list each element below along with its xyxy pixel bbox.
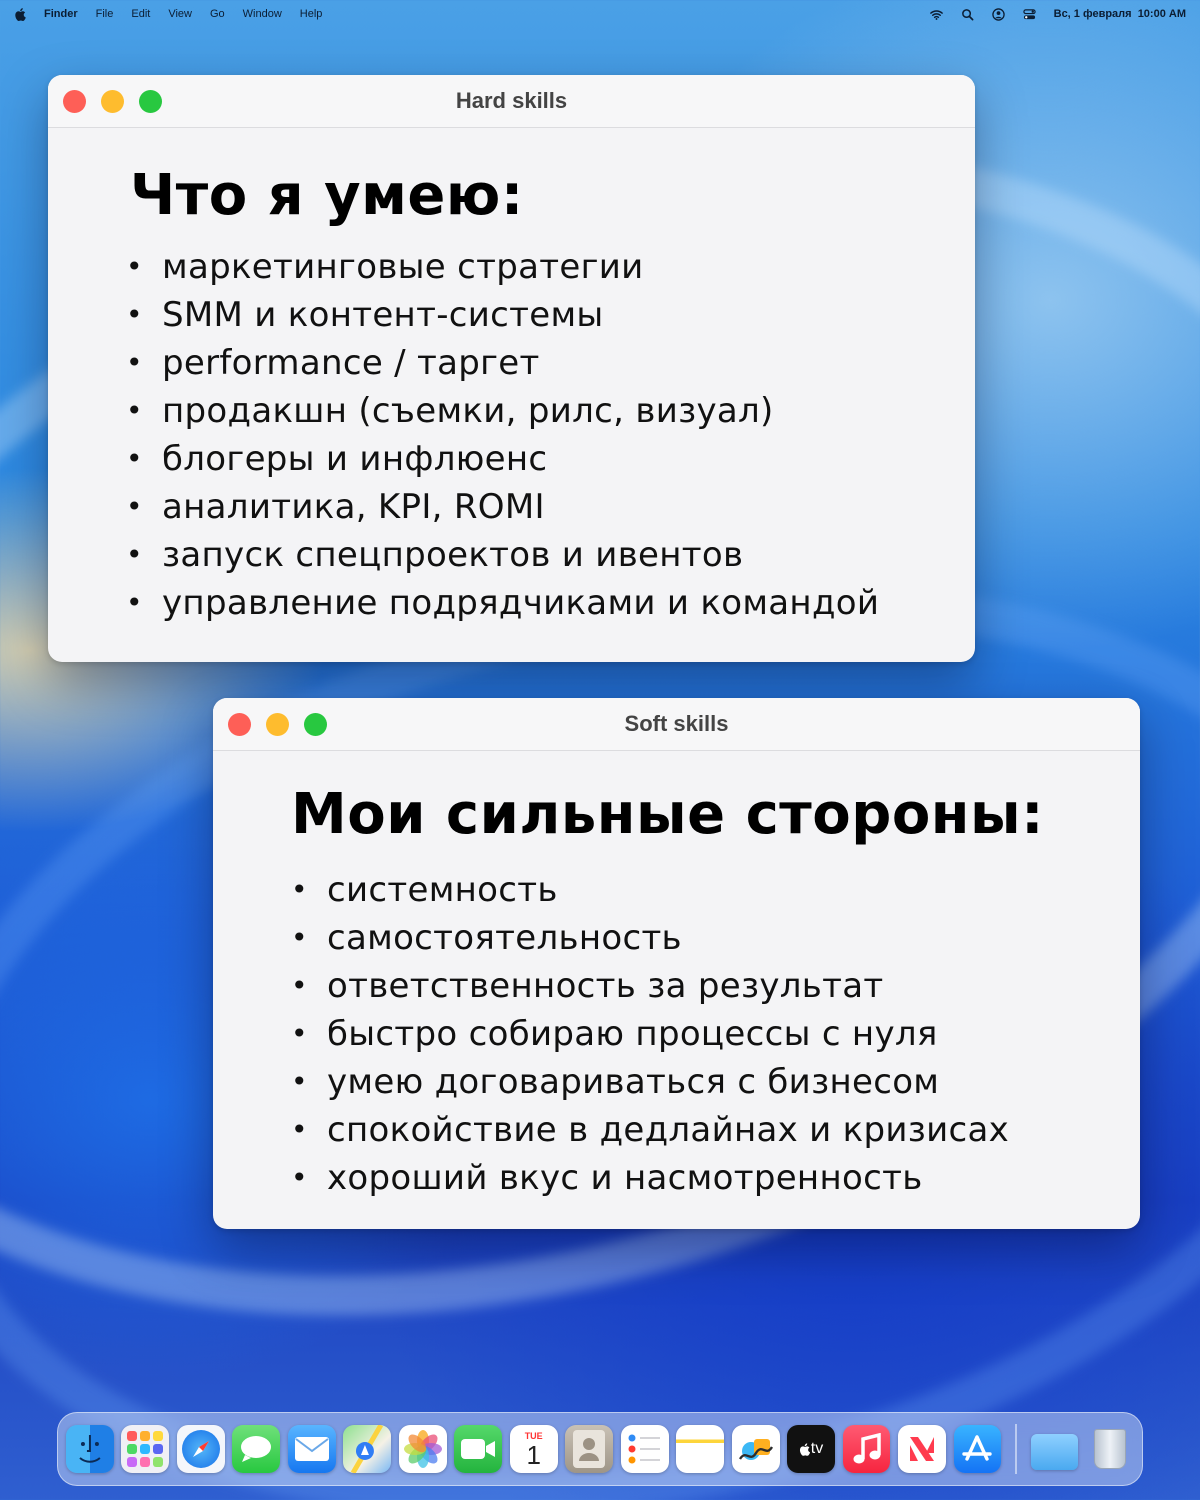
calendar-month: TUE [524,1431,543,1441]
contacts-icon[interactable] [565,1425,613,1473]
soft-skills-list [291,866,1009,1202]
zoom-button[interactable] [139,90,162,113]
list-item: • performance / таргет [126,339,879,387]
window-titlebar[interactable] [48,75,975,128]
app-store-icon[interactable] [954,1425,1002,1473]
calendar-day: 1 [526,1440,541,1470]
dock [57,1412,1143,1486]
notes-icon[interactable] [676,1425,724,1473]
menu-window[interactable]: Window [242,8,282,20]
trash-icon[interactable] [1086,1425,1134,1473]
menu-file[interactable]: File [95,8,114,20]
control-center-icon[interactable] [1023,8,1036,21]
search-icon[interactable] [961,8,974,21]
list-item: • спокойствие в дедлайнах и кризисах [291,1106,1009,1154]
hard-skills-heading: Что я умею: [130,163,524,228]
user-switch-icon[interactable] [992,8,1005,21]
downloads-folder-icon[interactable] [1031,1434,1079,1470]
wifi-icon[interactable] [930,8,943,21]
menu-bar [0,0,1200,28]
tv-label: tv [810,1440,824,1457]
close-button[interactable] [228,713,251,736]
list-item: • аналитика, KPI, ROMI [126,483,879,531]
minimize-button[interactable] [266,713,289,736]
list-item: • самостоятельность [291,914,1009,962]
menu-app-finder[interactable]: Finder [44,8,78,20]
list-item: • блогеры и инфлюенс [126,435,879,483]
list-item: • управление подрядчиками и командой [126,579,879,627]
list-item: • запуск спецпроектов и ивентов [126,531,879,579]
zoom-button[interactable] [304,713,327,736]
photos-icon[interactable] [399,1425,447,1473]
maps-icon[interactable] [343,1425,391,1473]
list-item: • маркетинговые стратегии [126,243,879,291]
safari-icon[interactable] [177,1425,225,1473]
list-item: • SMM и контент-системы [126,291,879,339]
window-title: Soft skills [624,711,729,736]
news-icon[interactable] [898,1425,946,1473]
calendar-icon[interactable] [510,1425,558,1473]
list-item: • быстро собираю процессы с нуля [291,1010,1009,1058]
list-item: • хороший вкус и насмотренность [291,1154,1009,1202]
finder-icon[interactable] [66,1425,114,1473]
reminders-icon[interactable] [621,1425,669,1473]
list-item: • продакшн (съемки, рилс, визуал) [126,387,879,435]
music-icon[interactable] [843,1425,891,1473]
dock-separator [1015,1424,1017,1474]
apple-logo-icon[interactable] [14,8,26,21]
list-item: • ответственность за результат [291,962,1009,1010]
soft-skills-window [213,698,1140,1229]
menu-go[interactable]: Go [209,8,225,20]
soft-skills-heading: Мои сильные стороны: [291,782,1045,847]
close-button[interactable] [63,90,86,113]
mail-icon[interactable] [288,1425,336,1473]
menu-help[interactable]: Help [299,8,323,20]
window-title: Hard skills [455,88,568,113]
minimize-button[interactable] [101,90,124,113]
list-item: • системность [291,866,1009,914]
freeform-icon[interactable] [732,1425,780,1473]
tv-icon[interactable] [787,1425,835,1473]
launchpad-icon[interactable] [121,1425,169,1473]
menu-view[interactable]: View [168,8,192,20]
hard-skills-window [48,75,975,662]
window-titlebar[interactable] [213,698,1140,751]
menu-clock[interactable]: Вс, 1 февраля 10:00 AM [1053,8,1186,20]
menu-edit[interactable]: Edit [131,8,151,20]
facetime-icon[interactable] [454,1425,502,1473]
list-item: • умею договариваться с бизнесом [291,1058,1009,1106]
hard-skills-list [126,243,879,627]
messages-icon[interactable] [232,1425,280,1473]
